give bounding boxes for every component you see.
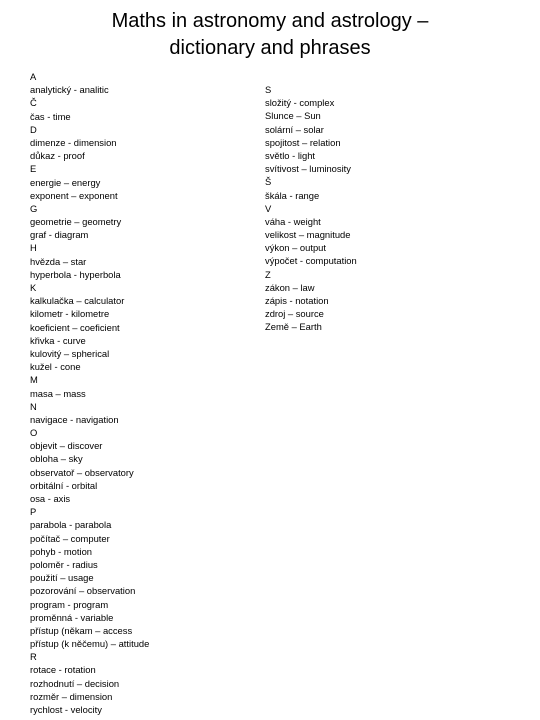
dictionary-entry: výkon – output xyxy=(265,242,326,254)
dictionary-entry: spojitost – relation xyxy=(265,136,341,148)
page-title xyxy=(20,8,520,62)
letter-heading: S xyxy=(265,84,272,95)
dictionary-entry: exponent – exponent xyxy=(30,189,118,201)
dictionary-entry: světlo - light xyxy=(265,149,316,161)
dictionary-entry: koeficient – coeficient xyxy=(30,321,120,333)
title-line-2: dictionary and phrases xyxy=(169,37,371,59)
dictionary-entry: energie – energy xyxy=(30,176,101,188)
dictionary-entry: důkaz - proof xyxy=(30,150,85,162)
dictionary-entry: kulovitý – spherical xyxy=(30,347,110,359)
dictionary-column-left xyxy=(30,70,149,716)
letter-heading: Z xyxy=(265,268,271,280)
letter-heading: V xyxy=(265,202,272,214)
dictionary-entry: svítivost – luminosity xyxy=(265,163,351,175)
dictionary-entry: rozhodnutí – decision xyxy=(30,677,120,689)
dictionary-entry: observatoř – observatory xyxy=(30,466,134,478)
letter-heading: D xyxy=(30,123,37,135)
dictionary-entry: zákon – law xyxy=(265,281,315,293)
dictionary-entry: použití – usage xyxy=(30,572,94,584)
title-line-1: Maths in astronomy and astrology – xyxy=(111,10,429,32)
dictionary-entry: solární – solar xyxy=(265,123,324,135)
dictionary-entry: škála - range xyxy=(265,189,320,201)
dictionary-entry: zápis - notation xyxy=(265,295,329,306)
letter-heading: O xyxy=(30,427,38,439)
letter-heading: G xyxy=(30,202,38,214)
dictionary-entry: váha - weight xyxy=(265,215,321,227)
letter-heading: R xyxy=(30,651,37,663)
letter-heading: Š xyxy=(265,176,272,188)
dictionary-entry: masa – mass xyxy=(30,387,86,399)
dictionary-entry: obloha – sky xyxy=(30,453,83,465)
dictionary-entry: rychlost - velocity xyxy=(30,704,102,715)
dictionary-entry: čas - time xyxy=(30,110,71,122)
dictionary-entry: složitý - complex xyxy=(265,97,335,109)
dictionary-entry: zdroj – source xyxy=(265,308,324,320)
dictionary-entry: velikost – magnitude xyxy=(265,229,351,241)
dictionary-entry: křivka - curve xyxy=(30,334,86,346)
letter-heading: A xyxy=(30,71,37,82)
dictionary-entry: graf - diagram xyxy=(30,229,89,241)
dictionary-entry: rotace - rotation xyxy=(30,664,96,676)
dictionary-entry: objevit – discover xyxy=(30,440,103,452)
dictionary-entry: výpočet - computation xyxy=(265,255,357,267)
dictionary-entry: přístup (někam – access xyxy=(30,624,133,636)
dictionary-entry: přístup (k něčemu) – attitude xyxy=(30,638,150,650)
dictionary-entry: kužel - cone xyxy=(30,361,81,373)
dictionary-entry: kilometr - kilometre xyxy=(30,308,110,320)
dictionary-entry: pohyb - motion xyxy=(30,545,93,557)
letter-heading: E xyxy=(30,163,37,175)
letter-heading: N xyxy=(30,400,37,412)
dictionary-entry: navigace - navigation xyxy=(30,413,119,425)
dictionary-entry: hvězda – star xyxy=(30,255,87,267)
dictionary-entry: hyperbola - hyperbola xyxy=(30,268,121,280)
letter-heading: Č xyxy=(30,97,37,109)
dictionary-entry: osa - axis xyxy=(30,493,71,504)
dictionary-entry: parabola - parabola xyxy=(30,519,112,531)
dictionary-entry: analytický - analitic xyxy=(30,84,109,96)
dictionary-entry: pozorování – observation xyxy=(30,585,136,597)
letter-heading: H xyxy=(30,242,37,254)
dictionary-entry: proměnná - variable xyxy=(30,611,114,623)
dictionary-entry: program - program xyxy=(30,598,109,610)
dictionary-entry: počítač – computer xyxy=(30,532,110,544)
dictionary-entry: Slunce – Sun xyxy=(265,110,321,122)
letter-heading: M xyxy=(30,374,38,386)
letter-heading: P xyxy=(30,506,37,518)
dictionary-entry: dimenze - dimension xyxy=(30,136,117,148)
letter-heading: K xyxy=(30,282,37,293)
dictionary-entry: geometrie – geometry xyxy=(30,216,122,228)
dictionary-entry: poloměr - radius xyxy=(30,558,98,570)
dictionary-entry: kalkulačka – calculator xyxy=(30,295,125,307)
dictionary-entry: rozměr – dimension xyxy=(30,690,113,702)
dictionary-entry: Země – Earth xyxy=(265,321,322,333)
dictionary-column-right xyxy=(265,83,357,334)
dictionary-entry: orbitální - orbital xyxy=(30,479,98,491)
